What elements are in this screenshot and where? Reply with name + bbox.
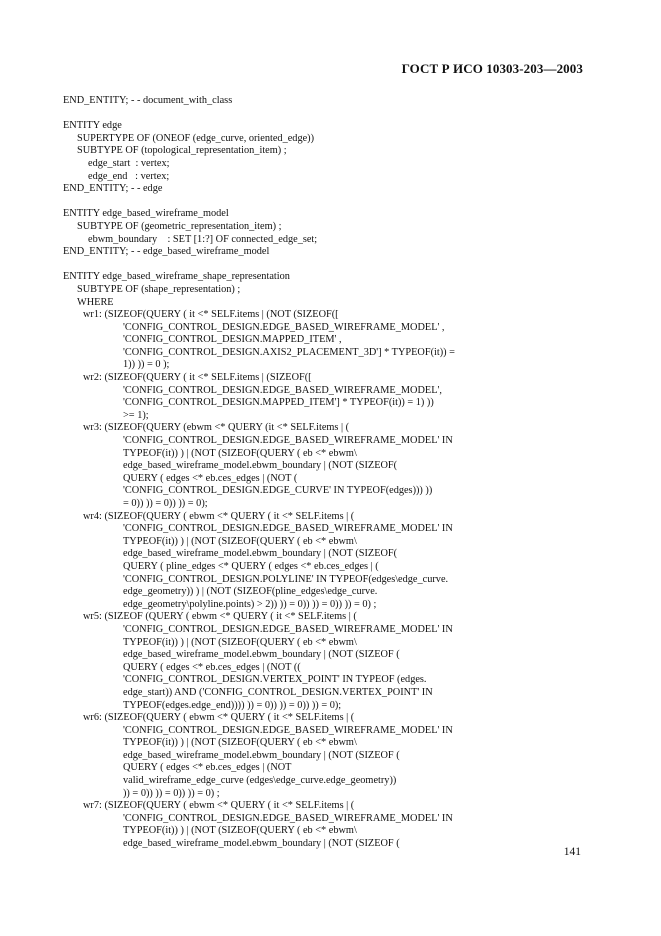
- code-line: QUERY ( edges <* eb.ces_edges | (NOT: [123, 762, 292, 774]
- blank-line: [63, 259, 623, 272]
- blank-line: [63, 196, 623, 209]
- code-line: ENTITY edge_based_wireframe_shape_representation: [63, 271, 290, 283]
- code-line: TYPEOF(it)) ) | (NOT (SIZEOF(QUERY ( eb <* ebwm\: [123, 535, 357, 547]
- code-line: edge_end : vertex;: [88, 170, 170, 182]
- code-line: TYPEOF(it)) ) | (NOT (SIZEOF(QUERY ( eb <* ebwm\: [123, 737, 357, 749]
- code-line: )) = 0)) )) = 0)) )) = 0) ;: [123, 787, 220, 799]
- code-line: QUERY ( pline_edges <* QUERY ( edges <* eb.ces_edges | (: [123, 560, 379, 572]
- code-line: END_ENTITY; - - document_with_class: [63, 95, 233, 106]
- code-line: edge_geometry\polyline.points) > 2)) )) = 0)) )) = 0)) )) = 0) ;: [123, 598, 377, 610]
- code-line: 'CONFIG_CONTROL_DESIGN.EDGE_BASED_WIREFRAME_MODEL' IN: [123, 724, 453, 736]
- code-line: 'CONFIG_CONTROL_DESIGN.EDGE_CURVE' IN TYPEOF(edges))) )): [123, 485, 433, 497]
- code-line: edge_based_wireframe_model.ebwm_boundary | (NOT (SIZEOF (: [123, 649, 400, 661]
- code-line: edge_geometry)) ) | (NOT (SIZEOF(pline_edges\edge_curve.: [123, 586, 378, 598]
- code-line: edge_start)) AND ('CONFIG_CONTROL_DESIGN.VERTEX_POINT' IN: [123, 686, 433, 698]
- code-line: 1)) )) = 0 );: [123, 359, 170, 371]
- code-line: wr2: (SIZEOF(QUERY ( it <* SELF.items | (SIZEOF([: [83, 372, 312, 384]
- code-line: END_ENTITY; - - edge: [63, 183, 163, 195]
- code-line: WHERE: [77, 296, 114, 308]
- code-line: = 0)) )) = 0)) )) = 0);: [123, 498, 208, 509]
- code-line: 'CONFIG_CONTROL_DESIGN.MAPPED_ITEM' ,: [123, 334, 342, 346]
- code-line: SUBTYPE OF (topological_representation_item) ;: [77, 145, 287, 157]
- code-line: wr6: (SIZEOF(QUERY ( ebwm <* QUERY ( it <* SELF.items | (: [83, 712, 355, 724]
- code-line: ebwm_boundary : SET [1:?] OF connected_edge_set;: [88, 233, 318, 245]
- code-line: QUERY ( edges <* eb.ces_edges | (NOT (: [123, 472, 298, 484]
- code-line: 'CONFIG_CONTROL_DESIGN.VERTEX_POINT' IN TYPEOF (edges.: [123, 674, 427, 686]
- page-number: 141: [563, 846, 581, 858]
- code-line: TYPEOF(it)) ) | (NOT (SIZEOF(QUERY ( eb <* ebwm\: [123, 825, 357, 837]
- code-line: SUBTYPE OF (geometric_representation_item) ;: [77, 220, 282, 232]
- standard-header: ГОСТ Р ИСО 10303-203—2003: [401, 61, 583, 76]
- code-line: ENTITY edge_based_wireframe_model: [63, 208, 229, 220]
- code-line: wr1: (SIZEOF(QUERY ( it <* SELF.items | (NOT (SIZEOF([: [83, 309, 339, 321]
- code-line: 'CONFIG_CONTROL_DESIGN.EDGE_BASED_WIREFRAME_MODEL' IN: [123, 435, 453, 447]
- code-line: 'CONFIG_CONTROL_DESIGN.EDGE_BASED_WIREFRAME_MODEL' IN: [123, 812, 453, 824]
- code-line: 'CONFIG_CONTROL_DESIGN.EDGE_BASED_WIREFRAME_MODEL',: [123, 384, 442, 396]
- code-line: SUPERTYPE OF (ONEOF (edge_curve, oriented_edge)): [77, 132, 315, 144]
- code-line: TYPEOF(it)) ) | (NOT (SIZEOF(QUERY ( eb <* ebwm\: [123, 636, 357, 648]
- code-line: >= 1);: [123, 409, 149, 421]
- code-line: wr3: (SIZEOF(QUERY (ebwm <* QUERY (it <* SELF.items | (: [83, 422, 350, 434]
- code-line: 'CONFIG_CONTROL_DESIGN.EDGE_BASED_WIREFRAME_MODEL' IN: [123, 523, 453, 535]
- code-line: 'CONFIG_CONTROL_DESIGN.AXIS2_PLACEMENT_3D'] * TYPEOF(it)) =: [123, 346, 455, 358]
- express-code-block: [63, 95, 623, 851]
- blank-line: [63, 108, 623, 121]
- code-line: TYPEOF(it)) ) | (NOT (SIZEOF(QUERY ( eb <* ebwm\: [123, 447, 357, 459]
- code-line: edge_based_wireframe_model.ebwm_boundary | (NOT (SIZEOF(: [123, 460, 398, 472]
- code-line: 'CONFIG_CONTROL_DESIGN.MAPPED_ITEM'] * TYPEOF(it)) = 1) )): [123, 397, 434, 409]
- code-line: edge_based_wireframe_model.ebwm_boundary | (NOT (SIZEOF (: [123, 749, 400, 761]
- code-line: wr7: (SIZEOF(QUERY ( ebwm <* QUERY ( it <* SELF.items | (: [83, 800, 355, 812]
- code-line: ENTITY edge: [63, 120, 122, 132]
- code-line: QUERY ( edges <* eb.ces_edges | (NOT ((: [123, 661, 301, 673]
- code-line: 'CONFIG_CONTROL_DESIGN.EDGE_BASED_WIREFRAME_MODEL' ,: [123, 321, 445, 333]
- code-line: edge_based_wireframe_model.ebwm_boundary | (NOT (SIZEOF(: [123, 548, 398, 560]
- code-line: edge_based_wireframe_model.ebwm_boundary | (NOT (SIZEOF (: [123, 838, 400, 850]
- code-line: edge_start : vertex;: [88, 157, 170, 169]
- code-line: wr4: (SIZEOF(QUERY ( ebwm <* QUERY ( it <* SELF.items | (: [83, 510, 355, 522]
- code-line: wr5: (SIZEOF (QUERY ( ebwm <* QUERY ( it <* SELF.items | (: [83, 611, 357, 623]
- code-line: END_ENTITY; - - edge_based_wireframe_model: [63, 246, 270, 258]
- code-line: 'CONFIG_CONTROL_DESIGN.EDGE_BASED_WIREFRAME_MODEL' IN: [123, 623, 453, 635]
- code-line: 'CONFIG_CONTROL_DESIGN.POLYLINE' IN TYPEOF(edges\edge_curve.: [123, 573, 449, 585]
- code-line: SUBTYPE OF (shape_representation) ;: [77, 283, 241, 295]
- code-line: valid_wireframe_edge_curve (edges\edge_curve.edge_geometry)): [123, 775, 397, 787]
- code-line: TYPEOF(edges.edge_end)))) )) = 0)) )) = 0)) )) = 0);: [123, 699, 342, 711]
